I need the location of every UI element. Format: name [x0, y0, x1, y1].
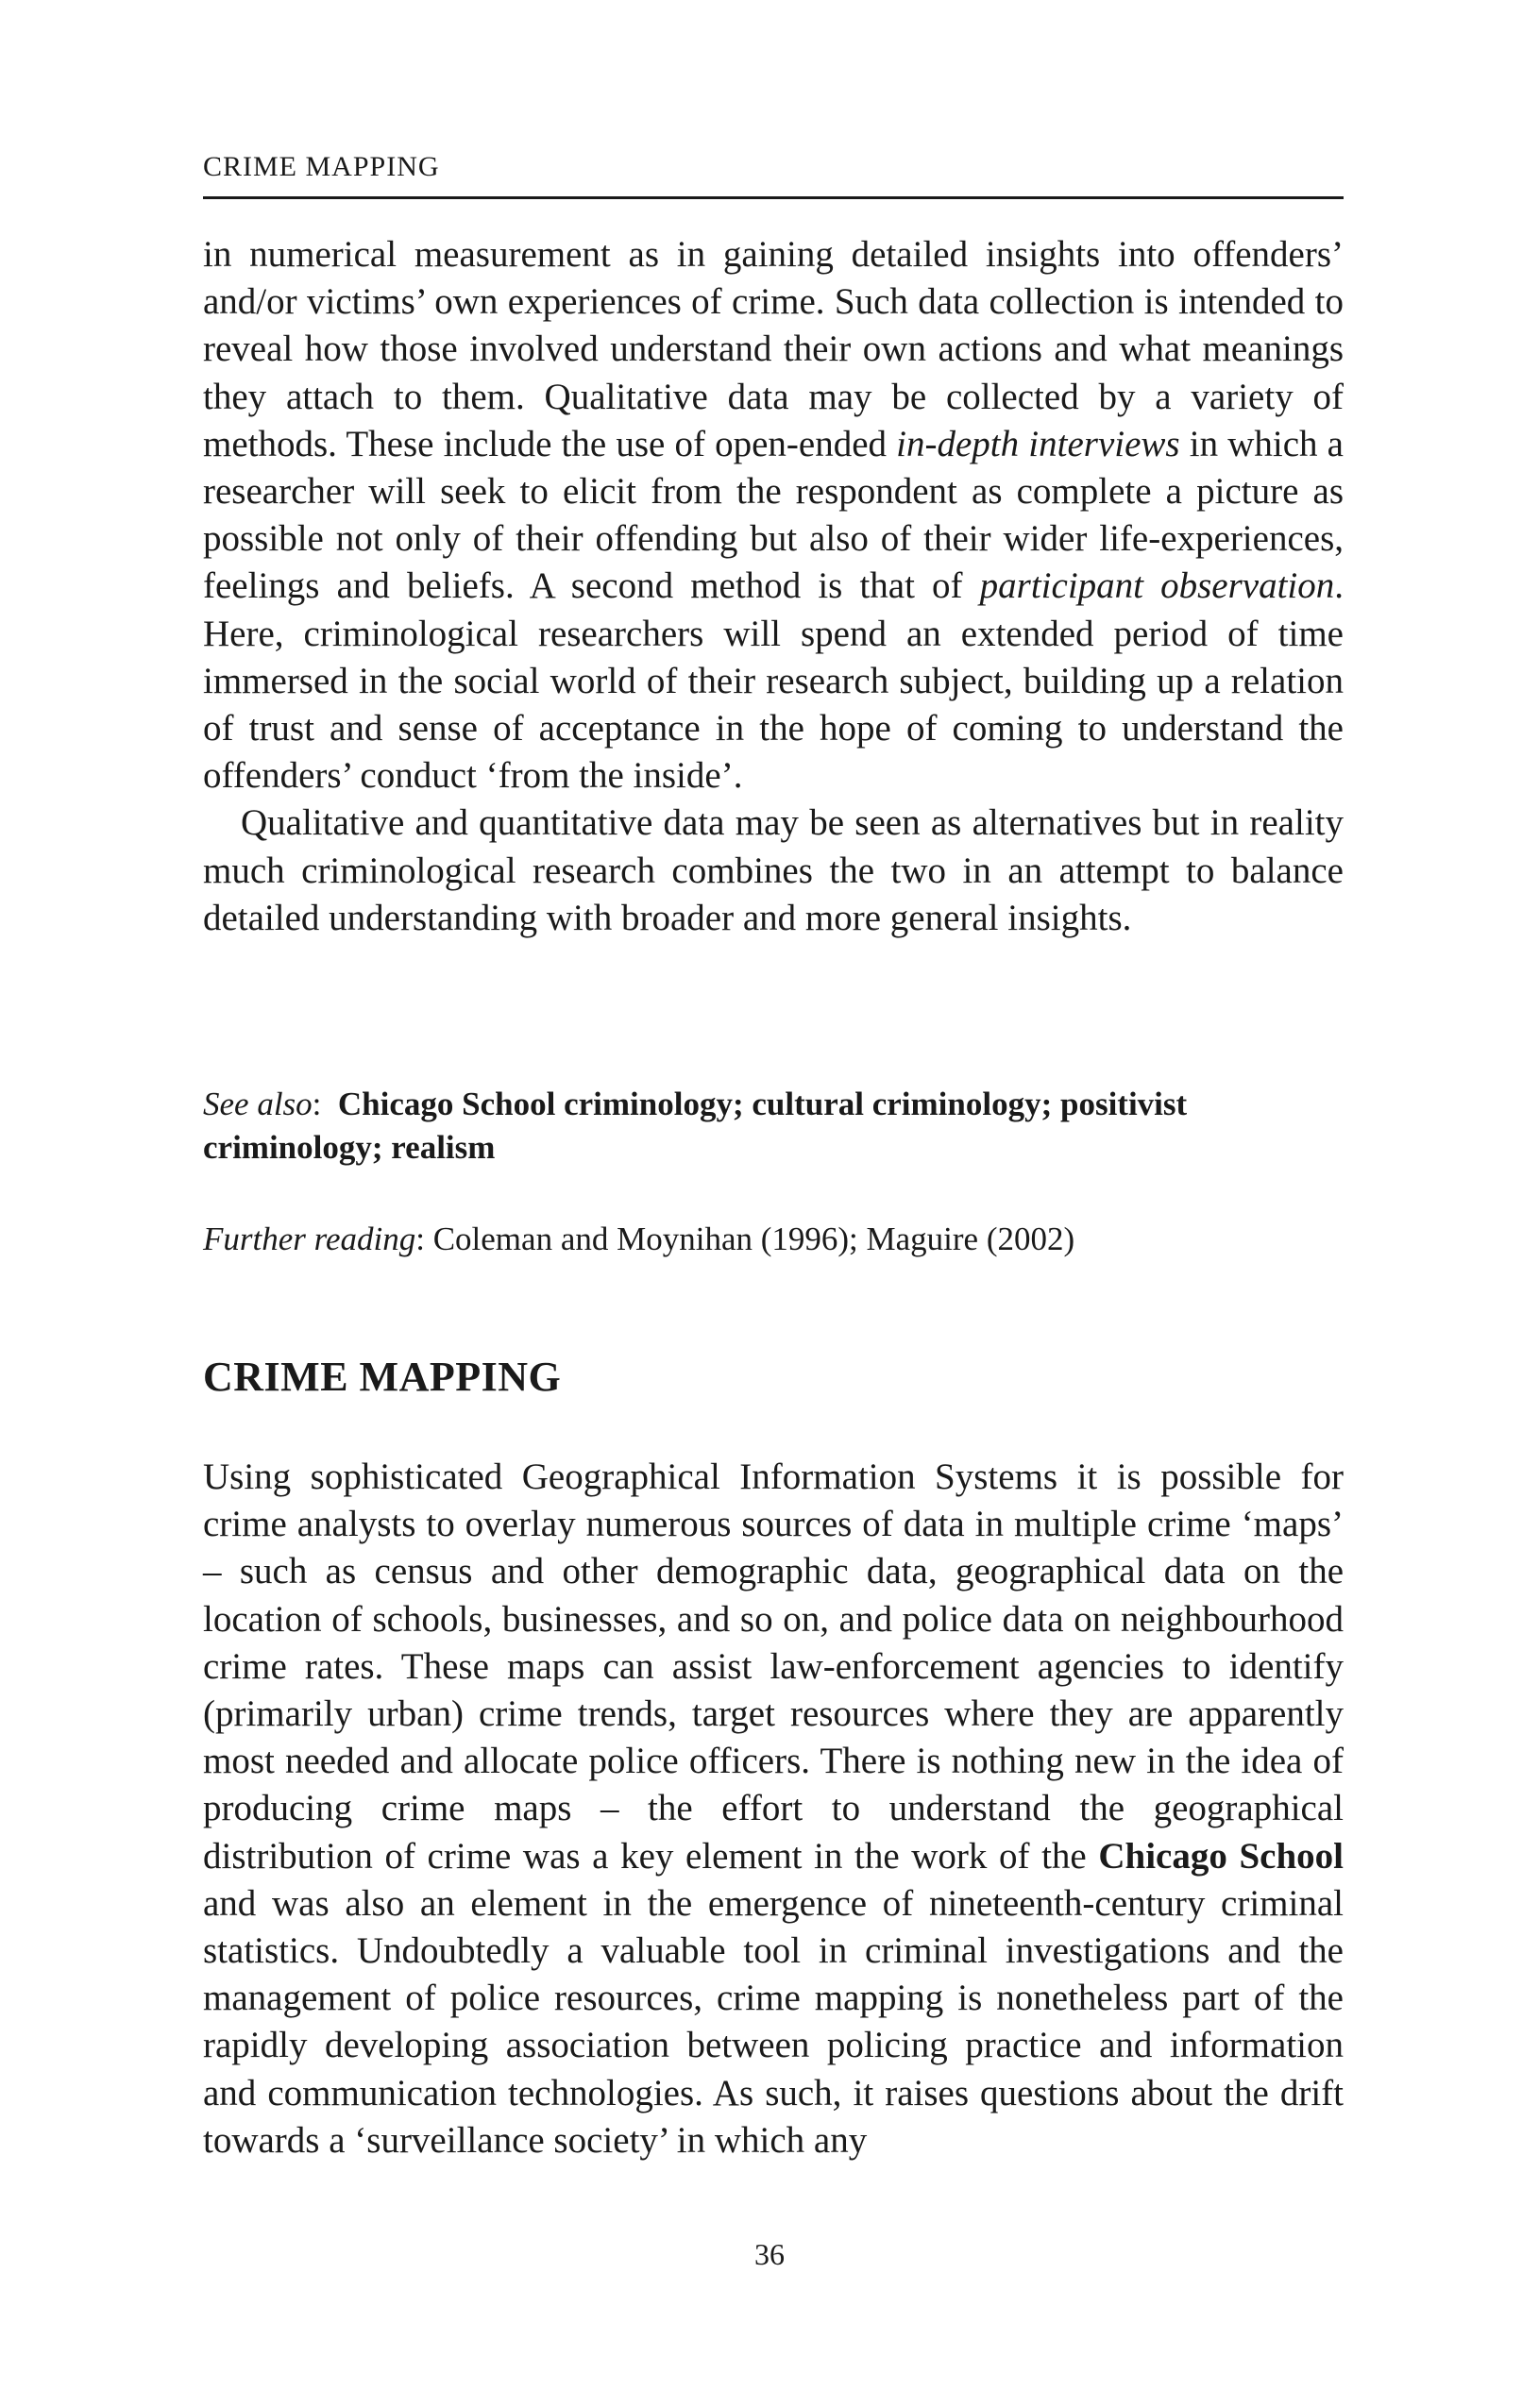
header-rule — [203, 196, 1344, 199]
see-also-items: Chicago School criminology; cultural criminology; positivist criminology; realism — [203, 1086, 1188, 1166]
cross-reference: Chicago School — [1098, 1835, 1344, 1877]
entry-heading-wrap — [203, 1353, 1344, 1401]
further-reading-label: Further reading — [203, 1221, 416, 1257]
entry-heading: CRIME MAPPING — [203, 1354, 562, 1400]
further-reading: Further reading: Coleman and Moynihan (1996); Maguire (2002) — [203, 1221, 1075, 1257]
running-head: CRIME MAPPING — [203, 151, 440, 182]
paragraph: Qualitative and quantitative data may be seen as alternatives but in reality much criminological research combines the two in an attempt to balance detailed understanding with broader and more general insights. — [203, 802, 1344, 938]
text-run: Using sophisticated Geographical Information Systems it is possible for crime analysts to overlay numerous sources of data in multiple crime ‘maps’ – such as census and other demographic data, geographical data on the location of schools, businesses, and so on, and police data on neighbourhood crime rates. These maps can assist law-enforcement agencies to identify (primarily urban) crime trends, target resources where they are apparently most needed and allocate police officers. There is nothing new in the idea of producing crime maps – the effort to understand the geographical distribution of crime was a key element in the work of the — [203, 1457, 1344, 1877]
italic-term: participant observation — [979, 565, 1335, 607]
see-also: See also: Chicago School criminology; cultural criminology; positivist criminology; realism — [203, 1086, 1188, 1166]
text-run: in numerical measurement as in gaining detailed insights into offenders’ and/or victims’ own experiences of crime. Such data collection is intended to reveal how those involved understand their own actions and what meanings they attach to them. Qualitative data may be collected by a variety of methods. These include the use of open-ended — [203, 234, 1344, 464]
further-reading-text: Coleman and Moynihan (1996); Maguire (2002) — [432, 1221, 1075, 1257]
continued-entry-body — [203, 231, 1344, 942]
italic-term: in-depth interviews — [896, 423, 1180, 464]
text-run: . Here, criminological researchers will spend an extended period of time immersed in the social world of their research subject, building up a relation of trust and sense of acceptance in the hope of coming to understand the offenders’ conduct ‘from the inside’. — [203, 565, 1344, 797]
paragraph — [203, 231, 1344, 800]
text-run: in which a researcher will seek to elicit from the respondent as complete a picture as possible not only of their offending but also of their wider life-experiences, feelings and beliefs. A second method is that of — [203, 423, 1344, 607]
text-run: and was also an element in the emergence of nineteenth-century criminal statistics. Undoubtedly a valuable tool in criminal investigations and the management of police resources, crime mapping is nonetheless part of the rapidly developing association between policing practice and information and communication technologies. As such, it raises questions about the drift towards a ‘surveillance society’ in which any — [203, 1882, 1344, 2161]
see-also-label: See also — [203, 1086, 313, 1122]
entry-body — [203, 1454, 1344, 2164]
paragraph — [203, 1454, 1344, 2164]
page-number: 36 — [754, 2237, 785, 2271]
